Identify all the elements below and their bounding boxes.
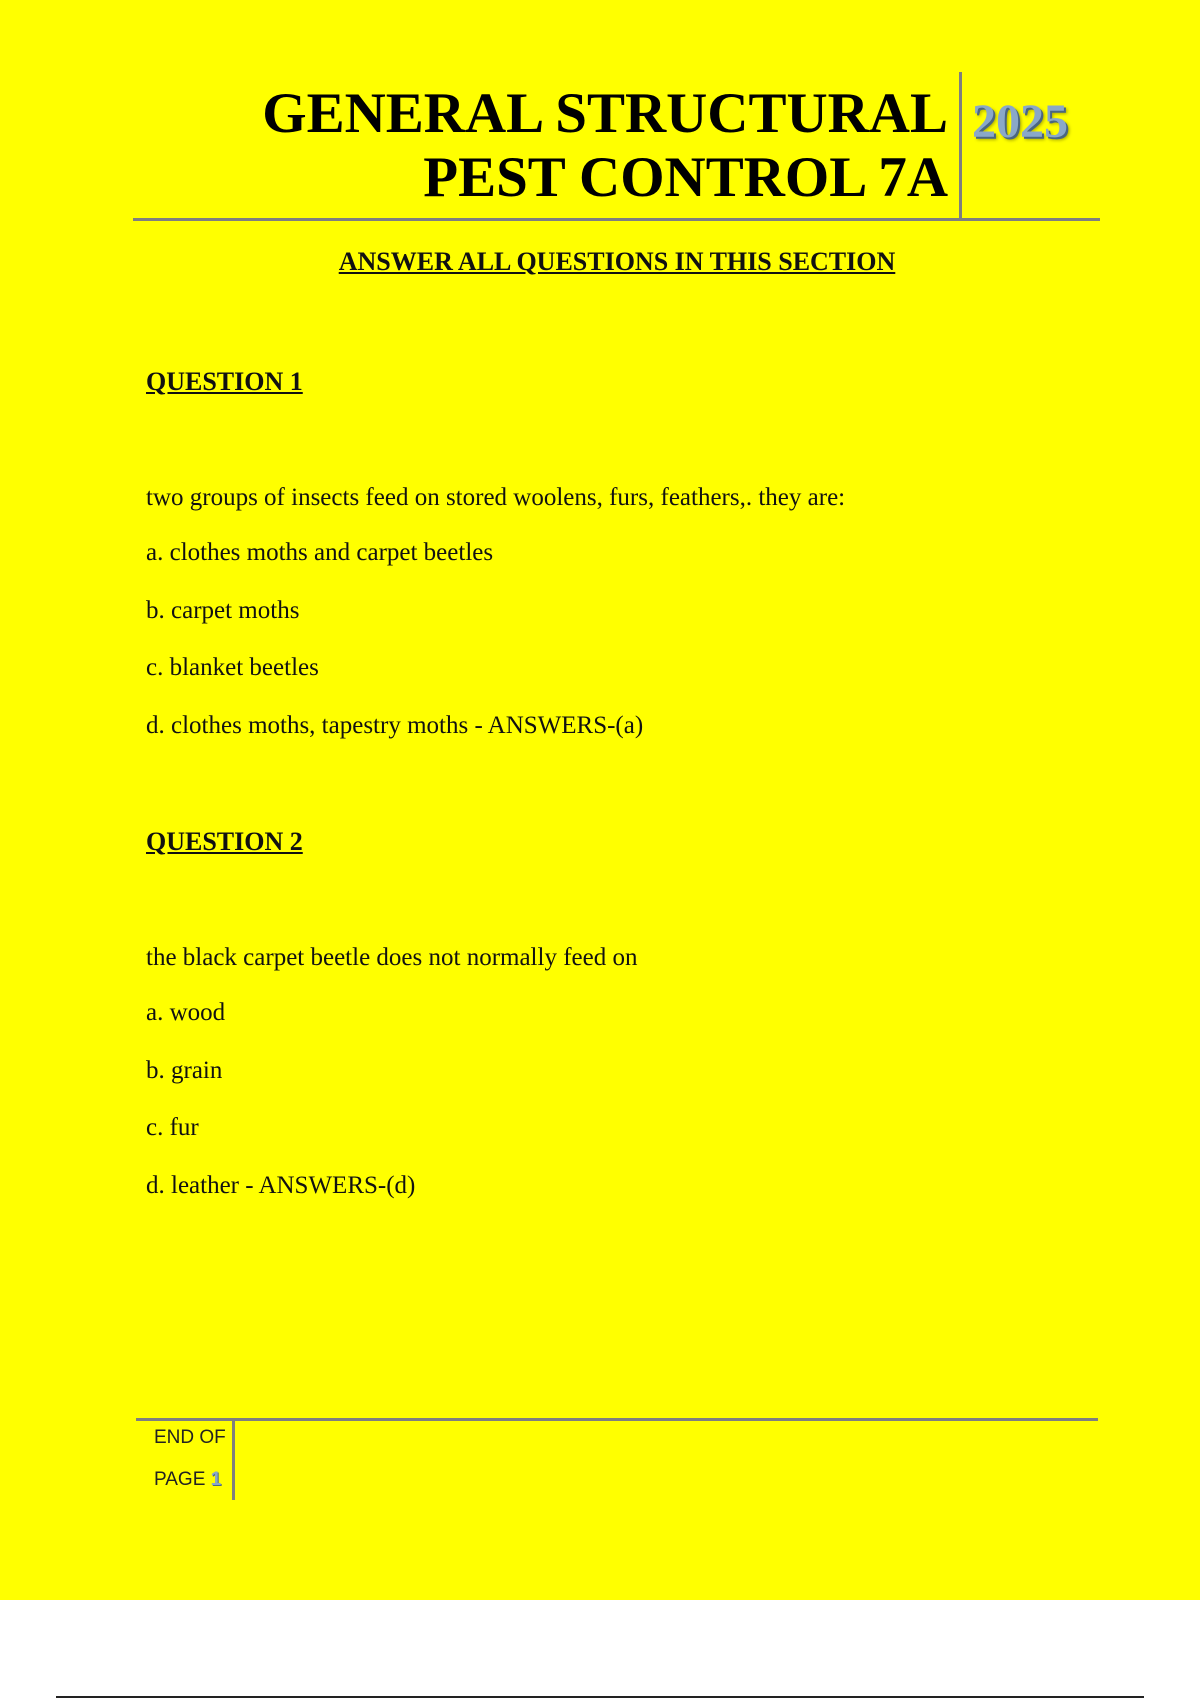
question-1-label: QUESTION 1 <box>146 367 303 396</box>
question-1-text: two groups of insects feed on stored woolens, furs, feathers,. they are: <box>146 484 846 511</box>
page-footer <box>136 1418 1098 1502</box>
question-1-option-a: a. clothes moths and carpet beetles <box>146 539 494 566</box>
question-1-option-d: d. clothes moths, tapestry moths - ANSWERS-(a) <box>146 712 644 739</box>
footer-page-line <box>154 1468 221 1492</box>
footer-page-number: 1 <box>210 1469 222 1490</box>
document-title <box>262 82 948 210</box>
question-2-option-c: c. fur <box>146 1114 199 1141</box>
footer-horizontal-rule <box>136 1418 1098 1421</box>
question-2-option-a: a. wood <box>146 999 226 1026</box>
question-2-option-b: b. grain <box>146 1057 223 1084</box>
document-header <box>133 72 1100 220</box>
question-2-option-d: d. leather - ANSWERS-(d) <box>146 1172 416 1199</box>
section-heading: ANSWER ALL QUESTIONS IN THIS SECTION <box>338 247 896 276</box>
question-2-label: QUESTION 2 <box>146 827 303 856</box>
footer-vertical-divider <box>232 1418 235 1500</box>
question-2-text: the black carpet beetle does not normally feed on <box>146 944 638 971</box>
bottom-rule <box>56 1696 1144 1698</box>
title-line-1: GENERAL STRUCTURAL <box>262 82 948 145</box>
footer-end-of: END OF <box>154 1427 226 1448</box>
header-horizontal-rule <box>133 218 1100 221</box>
title-line-2: PEST CONTROL 7A <box>423 146 948 209</box>
footer-page-label: PAGE <box>154 1469 206 1490</box>
question-1-option-b: b. carpet moths <box>146 597 300 624</box>
question-1-option-c: c. blanket beetles <box>146 654 319 681</box>
year-badge: 2025 <box>972 95 1068 148</box>
header-vertical-divider <box>959 72 962 219</box>
